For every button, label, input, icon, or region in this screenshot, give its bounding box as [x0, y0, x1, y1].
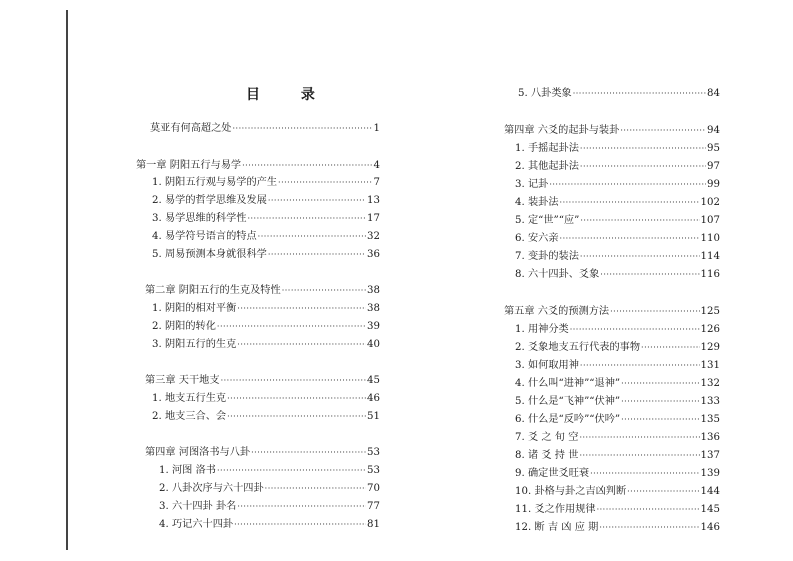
toc-dot-leader [265, 481, 366, 497]
toc-page-number: 126 [700, 324, 720, 335]
toc-dot-leader [278, 175, 372, 191]
toc-entry [150, 121, 380, 137]
toc-entry [515, 466, 720, 482]
toc-entry-label: 1. 用神分类 [515, 324, 569, 335]
toc-dot-leader [621, 376, 699, 392]
toc-entry [152, 337, 380, 353]
toc-dot-leader [610, 304, 699, 320]
toc-page-number: 1 [373, 123, 380, 134]
toc-dot-leader [247, 211, 366, 227]
toc-entry-label: 2. 阴阳的转化 [152, 321, 216, 332]
toc-entry [152, 193, 380, 209]
toc-entry [515, 484, 720, 500]
toc-page-number: 36 [367, 249, 380, 260]
toc-entry [152, 409, 380, 425]
toc-entry [152, 247, 380, 263]
toc-entry-label: 第四章 河图洛书与八卦 [145, 447, 251, 458]
toc-page-number: 38 [367, 285, 380, 296]
toc-entry [515, 394, 720, 410]
toc-entry-label: 2. 易学的哲学思维及发展 [152, 195, 267, 206]
toc-entry [152, 211, 380, 227]
toc-page-number: 32 [367, 231, 380, 242]
toc-dot-leader [580, 213, 699, 229]
toc-page-number: 39 [367, 321, 380, 332]
toc-dot-leader [621, 412, 699, 428]
toc-dot-leader [580, 358, 700, 374]
toc-entry-label: 3. 记卦 [515, 179, 549, 190]
toc-dot-leader [580, 249, 700, 265]
toc-page-number: 136 [700, 432, 720, 443]
toc-entry-label: 3. 易学思维的科学性 [152, 213, 247, 224]
toc-entry [159, 517, 380, 533]
toc-entry [515, 430, 720, 446]
toc-entry-label: 5. 八卦类象 [518, 88, 572, 99]
toc-dot-leader [237, 337, 366, 353]
toc-entry [515, 412, 720, 428]
toc-entry [515, 177, 720, 193]
toc-page-number: 77 [367, 501, 380, 512]
toc-page-number: 135 [700, 414, 720, 425]
toc-entry-label: 第三章 天干地支 [145, 375, 220, 386]
toc-entry-label: 9. 确定世爻旺衰 [515, 468, 590, 479]
toc-page-number: 45 [367, 375, 380, 386]
toc-page-number: 97 [707, 161, 720, 172]
toc-entry-label: 4. 易学符号语言的特点 [152, 231, 257, 242]
toc-dot-leader [599, 520, 699, 536]
toc-entry-label: 1. 地支五行生克 [152, 393, 227, 404]
toc-entry-label: 3. 六十四卦 卦名 [159, 501, 237, 512]
toc-page-number: 51 [367, 411, 380, 422]
toc-dot-leader [580, 141, 706, 157]
toc-entry-label: 6. 安六亲 [515, 233, 559, 244]
toc-dot-leader [590, 466, 699, 482]
toc-dot-leader [621, 394, 699, 410]
toc-dot-leader [227, 409, 366, 425]
toc-entry [159, 463, 380, 479]
left-margin-line [66, 10, 68, 550]
toc-dot-leader [627, 484, 699, 500]
toc-page-number: 13 [367, 195, 380, 206]
toc-entry [515, 322, 720, 338]
toc-page-number: 4 [373, 160, 380, 171]
toc-dot-leader [234, 517, 366, 533]
toc-entry-label: 莫亚有何高超之处 [150, 123, 232, 134]
toc-entry-label: 第四章 六爻的起卦与装卦 [504, 125, 620, 136]
toc-entry [159, 499, 380, 515]
toc-entry-label: 12. 断 吉 凶 应 期 [515, 522, 599, 533]
toc-dot-leader [600, 267, 699, 283]
toc-dot-leader [560, 195, 700, 211]
toc-dot-leader [579, 430, 699, 446]
toc-page-number: 95 [707, 143, 720, 154]
toc-dot-leader [227, 391, 366, 407]
toc-entry-label: 10. 卦格与卦之吉凶判断 [515, 486, 627, 497]
toc-dot-leader [579, 448, 699, 464]
toc-entry [136, 158, 380, 174]
toc-page-number: 116 [700, 269, 720, 280]
toc-entry [515, 340, 720, 356]
toc-entry [152, 319, 380, 335]
toc-entry-label: 2. 爻象地支五行代表的事物 [515, 342, 641, 353]
toc-entry-label: 8. 诸 爻 持 世 [515, 450, 579, 461]
toc-dot-leader [549, 177, 706, 193]
toc-entry-label: 3. 如何取用神 [515, 360, 579, 371]
toc-entry-label: 2. 地支三合、会 [152, 411, 227, 422]
toc-entry-label: 1. 阴阳五行观与易学的产生 [152, 177, 278, 188]
toc-entry [515, 141, 720, 157]
toc-page-number: 129 [700, 342, 720, 353]
toc-entry [515, 448, 720, 464]
toc-entry [515, 159, 720, 175]
toc-page-number: 114 [700, 251, 720, 262]
toc-page-number: 99 [707, 179, 720, 190]
toc-page-number: 53 [367, 447, 380, 458]
toc-entry [152, 301, 380, 317]
toc-entry [152, 175, 380, 191]
toc-page-number: 102 [700, 197, 720, 208]
toc-page-number: 81 [367, 519, 380, 530]
toc-page-number: 46 [367, 393, 380, 404]
toc-entry-label: 6. 什么是“反吟”“伏吟” [515, 414, 621, 425]
toc-page-number: 17 [367, 213, 380, 224]
toc-page-number: 107 [700, 215, 720, 226]
toc-page-number: 94 [707, 125, 720, 136]
toc-dot-leader [570, 322, 700, 338]
toc-entry-label: 7. 变卦的装法 [515, 251, 579, 262]
toc-entry-label: 8. 六十四卦、爻象 [515, 269, 600, 280]
toc-entry [145, 445, 380, 461]
toc-entry-label: 2. 其他起卦法 [515, 161, 579, 172]
toc-dot-leader [641, 340, 700, 356]
toc-entry-label: 5. 周易预测本身就很科学 [152, 249, 267, 260]
toc-dot-leader [560, 231, 700, 247]
toc-entry [145, 283, 380, 299]
toc-page-number: 132 [700, 378, 720, 389]
toc-entry [504, 304, 720, 320]
toc-page-number: 7 [373, 177, 380, 188]
toc-page-number: 146 [700, 522, 720, 533]
toc-entry [515, 267, 720, 283]
toc-dot-leader [282, 283, 366, 299]
toc-entry-label: 2. 八卦次序与六十四卦 [159, 483, 264, 494]
right-page [397, 0, 793, 561]
toc-entry-label: 11. 爻之作用规律 [515, 504, 596, 515]
toc-dot-leader [620, 123, 706, 139]
toc-entry [159, 481, 380, 497]
toc-page-number: 38 [367, 303, 380, 314]
toc-page-number: 131 [700, 360, 720, 371]
toc-page-number: 137 [700, 450, 720, 461]
toc-entry [515, 195, 720, 211]
toc-page-number: 84 [707, 88, 720, 99]
toc-entry [515, 249, 720, 265]
toc-entry-label: 1. 手摇起卦法 [515, 143, 579, 154]
toc-entry [518, 86, 720, 102]
toc-page-number: 145 [700, 504, 720, 515]
toc-page-number: 144 [700, 486, 720, 497]
toc-dot-leader [237, 301, 366, 317]
toc-dot-leader [221, 373, 366, 389]
toc-page-number: 139 [700, 468, 720, 479]
toc-dot-leader [237, 499, 366, 515]
toc-entry [515, 376, 720, 392]
toc-entry [515, 358, 720, 374]
toc-dot-leader [268, 247, 366, 263]
toc-entry [145, 373, 380, 389]
toc-entry [515, 520, 720, 536]
toc-dot-leader [217, 463, 366, 479]
toc-entry-label: 第二章 阴阳五行的生克及特性 [145, 285, 281, 296]
toc-dot-leader [580, 159, 706, 175]
toc-entry-label: 5. 定“世”“应” [515, 215, 580, 226]
toc-page-number: 53 [367, 465, 380, 476]
toc-entry [515, 502, 720, 518]
toc-dot-leader [233, 121, 373, 137]
toc-dot-leader [251, 445, 366, 461]
toc-entry-label: 4. 什么叫“进神”“退神” [515, 378, 621, 389]
toc-entry [152, 391, 380, 407]
toc-page-number: 133 [700, 396, 720, 407]
toc-dot-leader [268, 193, 366, 209]
toc-entry-label: 第五章 六爻的预测方法 [504, 306, 610, 317]
toc-page-number: 125 [700, 306, 720, 317]
toc-dot-leader [217, 319, 366, 335]
toc-page-number: 70 [367, 483, 380, 494]
toc-entry-label: 第一章 阴阳五行与易学 [136, 160, 242, 171]
toc-entry-label: 7. 爻 之 旬 空 [515, 432, 579, 443]
toc-entry-label: 1. 河图 洛书 [159, 465, 216, 476]
toc-page-number: 110 [700, 233, 720, 244]
toc-entry [152, 229, 380, 245]
toc-dot-leader [258, 229, 366, 245]
toc-entry-label: 4. 装卦法 [515, 197, 559, 208]
toc-title: 目 录 [246, 87, 333, 103]
toc-entry [515, 213, 720, 229]
toc-entry [515, 231, 720, 247]
toc-dot-leader [573, 86, 706, 102]
toc-entry-label: 1. 阴阳的相对平衡 [152, 303, 237, 314]
toc-page-number: 40 [367, 339, 380, 350]
toc-entry-label: 3. 阴阳五行的生克 [152, 339, 237, 350]
toc-entry [504, 123, 720, 139]
toc-dot-leader [242, 158, 372, 174]
toc-entry-label: 5. 什么是“飞神”“伏神” [515, 396, 621, 407]
toc-entry-label: 4. 巧记六十四卦 [159, 519, 234, 530]
toc-dot-leader [597, 502, 700, 518]
